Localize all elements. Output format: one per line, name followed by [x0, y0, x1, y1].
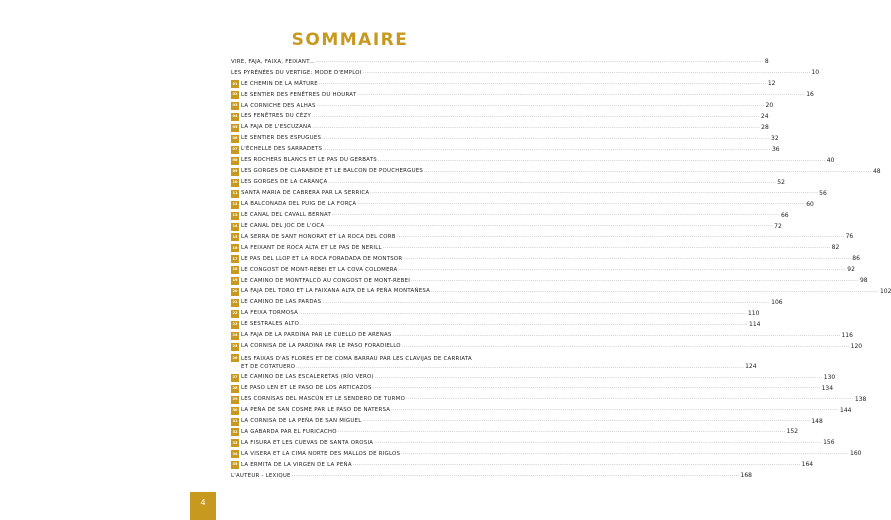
chapter-number-badge: 13 — [231, 212, 239, 220]
toc-page-number: 120 — [850, 342, 863, 350]
chapter-number-badge: 19 — [231, 277, 239, 285]
toc-entry-title: LES CORNISAS DEL MASCÚN ET LE SENDERO DE TURMO — [241, 395, 406, 402]
toc-entry-title: LA FISURA ET LES CUEVAS DE SANTA OROSIA — [241, 439, 374, 446]
dot-leader — [357, 93, 805, 98]
toc-entry-title: LE CAMINO DE LAS ESCALERETAS (RÍO VERO) — [241, 374, 374, 381]
dot-leader — [370, 191, 818, 196]
dot-leader — [398, 268, 846, 273]
dot-leader — [296, 366, 744, 371]
dot-leader — [328, 181, 776, 186]
toc-page-number: 24 — [760, 113, 769, 121]
toc-page-number: 152 — [786, 428, 799, 436]
toc-entry — [231, 298, 783, 309]
toc-page-number: 8 — [764, 58, 769, 66]
toc-entry-title: LA PEÑA DE SAN COSME PAR LE PASO DE NATERSA — [241, 406, 391, 413]
toc-entry-title: LE CONGOST DE MONT-REBEI ET LA COVA COLOMERA — [241, 266, 398, 273]
page-title: SOMMAIRE — [291, 30, 409, 50]
toc-page-number: 16 — [806, 91, 814, 99]
toc-page-number: 92 — [847, 266, 855, 274]
toc-entry — [231, 265, 855, 276]
chapter-number-badge: 05 — [231, 124, 239, 132]
toc-entry-title: LE SESTRALES ALTO — [241, 321, 300, 328]
toc-entry-title: LE CANAL DEL JOC DE L'OCA — [241, 222, 325, 229]
dot-leader — [357, 202, 805, 207]
toc-page-number: 56 — [819, 189, 827, 197]
toc-page-number: 12 — [767, 80, 776, 88]
chapter-number-badge: 24 — [231, 332, 239, 340]
toc-entry-title: LA FAJA DE L'ESCUZANA — [241, 124, 312, 131]
dot-leader — [375, 376, 823, 381]
dot-leader — [383, 246, 831, 251]
toc-page-number: 116 — [841, 331, 853, 339]
toc-entry-title: LA FEIXANT DE ROCA ALTA ET LE PAS DE NERILL — [241, 244, 382, 251]
toc-page-number: 60 — [806, 200, 814, 208]
toc-page-number: 168 — [740, 472, 752, 480]
dot-leader — [312, 115, 760, 120]
chapter-number-badge: 06 — [231, 135, 239, 143]
toc-entry — [231, 79, 776, 90]
toc-entry-title: LES ROCHERS BLANCS ET LE PAS DU GERBATS — [241, 157, 377, 164]
chapter-number-badge: 34 — [231, 450, 239, 458]
chapter-number-badge: 29 — [231, 396, 239, 404]
dot-leader — [397, 235, 845, 240]
toc-entry-title: L'AUTEUR - LEXIQUE — [231, 472, 291, 479]
toc-entry — [231, 394, 867, 405]
chapter-number-badge: 10 — [231, 179, 239, 187]
toc-entry — [231, 177, 785, 188]
chapter-number-badge: 33 — [231, 439, 239, 447]
toc-entry-title: LES PYRÉNÉES DU VERTIGE: MODE D'EMPLOI — [231, 69, 362, 76]
chapter-number-badge: 09 — [231, 168, 239, 176]
toc-page-number: 32 — [771, 135, 779, 143]
toc-page-number: 138 — [854, 395, 867, 403]
toc-entry-title: LE SENTIER DES FENÊTRES DU HOURAT — [241, 91, 357, 98]
toc-entry-title: LE PASO LEN ET LE PASO DE LOS ARTICAZOS — [241, 385, 372, 392]
dot-leader — [292, 474, 740, 479]
chapter-number-badge: 28 — [231, 385, 239, 393]
chapter-number-badge: 11 — [231, 190, 239, 198]
chapter-number-badge: 17 — [231, 255, 239, 263]
dot-leader — [363, 71, 811, 76]
toc-page-number: 134 — [821, 384, 834, 392]
toc-entry — [231, 166, 881, 177]
dot-leader — [353, 463, 801, 468]
chapter-number-badge: 18 — [231, 266, 239, 274]
toc-entry-title: LA CORNISA DE LA PEÑA DE SAN MIGUEL — [241, 417, 362, 424]
dot-leader — [378, 159, 826, 164]
toc-page-number: 130 — [823, 373, 836, 381]
dot-leader — [319, 82, 767, 87]
dot-leader — [403, 257, 851, 262]
dot-leader — [373, 386, 821, 391]
toc-page-number: 144 — [840, 406, 852, 414]
toc-entry — [231, 199, 814, 210]
toc-entry-title: LES FENÊTRES DU CÉZY — [241, 113, 312, 120]
toc-entry-title: LE CAMINO DE MONTFALCÓ AU CONGOST DE MONT-REBEI — [241, 277, 411, 284]
toc-entry-title: VIRE, FAJA, FAIXA, FEIXANT... — [231, 58, 316, 65]
dot-leader — [316, 60, 764, 65]
toc-entry-title: LA CORNISA DE LA PARDINA PAR LE PASO FORADIELLO — [241, 343, 401, 350]
dot-leader — [424, 170, 872, 175]
toc-page-number: 40 — [826, 156, 835, 164]
chapter-number-badge: 27 — [231, 374, 239, 382]
toc-entry — [231, 68, 820, 79]
toc-entry — [231, 416, 823, 427]
chapter-number-badge: 08 — [231, 157, 239, 165]
toc-entry — [231, 372, 836, 383]
dot-leader — [338, 430, 786, 435]
toc-entry-title: L'ÉCHELLE DES SARRADETS — [241, 146, 323, 153]
toc-entry — [231, 123, 769, 134]
toc-page-number: 110 — [747, 310, 760, 318]
chapter-number-badge: 02 — [231, 91, 239, 99]
toc-entry-title: LA ERMITA DE LA VIRGEN DE LA PEÑA — [241, 461, 352, 468]
toc-entry-title: LE SENTIER DES ESPUGUES — [241, 135, 322, 142]
chapter-number-badge: 23 — [231, 321, 239, 329]
dot-leader — [300, 323, 748, 328]
toc-entry — [231, 330, 853, 341]
chapter-number-badge: 16 — [231, 244, 239, 252]
toc-page-number: 124 — [745, 363, 757, 371]
toc-page-number: 98 — [859, 277, 868, 285]
chapter-number-badge: 03 — [231, 102, 239, 110]
chapter-number-badge: 31 — [231, 418, 239, 426]
toc-entry — [231, 352, 757, 372]
dot-leader — [406, 397, 854, 402]
toc-page-number: 156 — [823, 439, 835, 447]
toc-entry — [231, 145, 780, 156]
dot-leader — [332, 213, 780, 218]
dot-leader — [401, 452, 849, 457]
toc-entry — [231, 449, 862, 460]
dot-leader — [322, 301, 770, 306]
toc-entry-title: SANTA MARIA DE CABRERA PAR LA SERRICA — [241, 190, 370, 197]
toc-page-number: 114 — [749, 320, 761, 328]
chapter-number-badge: 12 — [231, 201, 239, 209]
toc-entry-title: LE CANAL DEL CAVALL BERNAT — [241, 211, 332, 218]
toc-page-number: 76 — [845, 233, 854, 241]
toc-entry — [231, 427, 799, 438]
toc-entry — [231, 276, 868, 287]
toc-entry — [231, 243, 840, 254]
toc-entry-title: LA GABARDA PAR EL FURICACHO — [241, 428, 337, 435]
toc-page-number: 48 — [872, 167, 881, 175]
toc-page-number: 66 — [780, 211, 789, 219]
toc-entry-title-continued: ET DE COTATUERO — [241, 363, 296, 370]
toc-page-number: 106 — [771, 299, 783, 307]
toc-entry-title: LES FAIXAS D'AS FLORES ET DE COMA BARRAU PAR LES CLAVIJAS DE CARRIATA — [241, 355, 472, 362]
chapter-number-badge: 01 — [231, 80, 239, 88]
toc-page-number: 10 — [811, 69, 820, 77]
toc-entry — [231, 341, 863, 352]
toc-entry-title: LA SERRA DE SANT HONORAT ET LA ROCA DEL CORB — [241, 233, 396, 240]
chapter-number-badge: 32 — [231, 428, 239, 436]
toc-page-number: 28 — [761, 124, 769, 132]
toc-entry-title: LE PAS DEL LLOP ET LA ROCA FORADADA DE MONTSOR — [241, 255, 403, 262]
toc-entry — [231, 90, 814, 101]
toc-entry — [231, 210, 789, 221]
toc-page-number: 86 — [852, 255, 860, 263]
toc-entry-title: LA CORNICHE DES ALHAS — [241, 102, 316, 109]
chapter-number-badge: 22 — [231, 310, 239, 318]
dot-leader — [391, 408, 839, 413]
toc-page-number: 102 — [879, 288, 891, 296]
toc-entry-title: LE CHEMIN DE LA MÂTURE — [241, 80, 318, 87]
dot-leader — [362, 419, 810, 424]
toc-page-number: 72 — [774, 222, 782, 230]
toc-entry — [231, 320, 761, 331]
dot-leader — [374, 441, 822, 446]
toc-page-number: 160 — [850, 450, 862, 458]
toc-entry — [231, 101, 774, 112]
toc-entry — [231, 471, 752, 482]
toc-entry-title: LA BALCONADA DEL PUIG DE LA FORÇA — [241, 200, 357, 207]
chapter-number-badge: 30 — [231, 407, 239, 415]
toc-entry-title: LE CAMINO DE LAS PARDAS — [241, 299, 322, 306]
chapter-number-badge: 25 — [231, 343, 239, 351]
toc-page-number: 36 — [771, 145, 780, 153]
toc-entry — [231, 254, 860, 265]
toc-entry — [231, 57, 769, 68]
toc-entry — [231, 155, 835, 166]
dot-leader — [299, 312, 747, 317]
chapter-number-badge: 21 — [231, 299, 239, 307]
toc-entry — [231, 405, 852, 416]
toc-page-number: 82 — [831, 244, 840, 252]
dot-leader — [402, 345, 850, 350]
chapter-number-badge: 20 — [231, 288, 239, 296]
toc-entry — [231, 232, 854, 243]
toc-entry — [231, 221, 782, 232]
chapter-number-badge: 14 — [231, 223, 239, 231]
chapter-number-badge: 35 — [231, 461, 239, 469]
toc-entry — [231, 309, 760, 320]
dot-leader — [411, 279, 859, 284]
toc-entry-title: LES GORGES DE LA CARANÇA — [241, 179, 328, 186]
dot-leader — [393, 334, 841, 339]
toc-entry — [231, 287, 891, 298]
dot-leader — [431, 290, 879, 295]
dot-leader — [322, 137, 770, 142]
toc-entry-title: LA VISERA ET LA CIMA NORTE DES MALLOS DE RIGLOS — [241, 450, 401, 457]
toc-page-number: 164 — [801, 461, 814, 469]
toc-entry — [231, 438, 835, 449]
page-number: 4 — [190, 492, 216, 520]
chapter-number-badge: 07 — [231, 146, 239, 154]
toc-entry-title: LES GORGES DE CLARABIDE ET LE BALCON DE POUCHERGUES — [241, 168, 424, 175]
toc-entry — [231, 460, 814, 471]
dot-leader — [323, 148, 771, 153]
toc-entry — [231, 112, 769, 123]
dot-leader — [312, 126, 760, 131]
toc-entry-title: LA FAJA DE LA PARDINA PAR LE CUELLO DE ARENAS — [241, 332, 392, 339]
dot-leader — [325, 224, 773, 229]
dot-leader — [317, 104, 765, 109]
toc-entry — [231, 188, 827, 199]
chapter-number-badge: 15 — [231, 233, 239, 241]
toc-entry-title: LA FAJA DEL TORO ET LA FAIXANA ALTA DE LA PEÑA MONTAÑESA — [241, 288, 431, 295]
table-of-contents — [231, 57, 891, 482]
toc-entry — [231, 134, 779, 145]
toc-page-number: 148 — [811, 417, 823, 425]
toc-page-number: 52 — [777, 178, 785, 186]
chapter-number-badge: 26 — [231, 354, 239, 362]
chapter-number-badge: 04 — [231, 113, 239, 121]
toc-entry-title: LA FEIXA TORMOSA — [241, 310, 299, 317]
toc-page-number: 20 — [765, 102, 774, 110]
toc-entry — [231, 383, 834, 394]
